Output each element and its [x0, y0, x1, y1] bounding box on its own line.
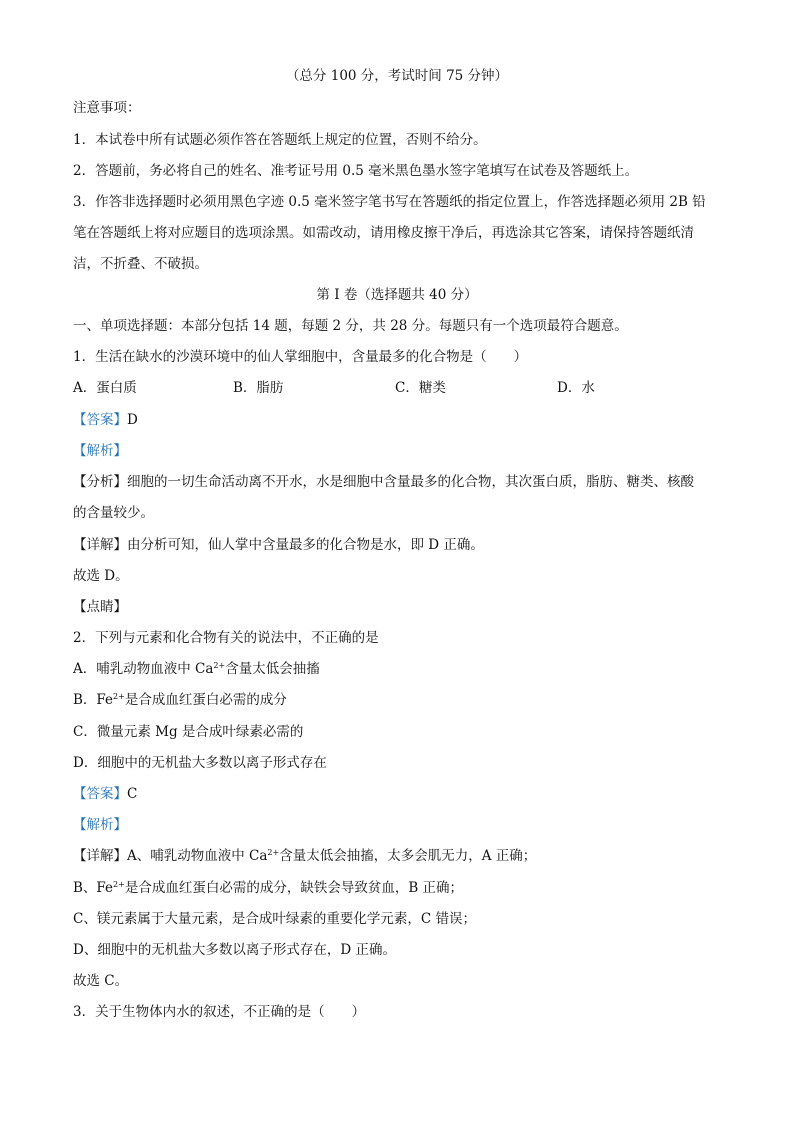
q1-choose: 故选 D。 [73, 568, 129, 584]
q2-stem: 2．下列与元素和化合物有关的说法中，不正确的是 [73, 630, 379, 646]
q1-fenxi-text: 细胞的一切生命活动离不开水，水是细胞中含量最多的化合物，其次蛋白质，脂肪、糖类、核酸 [127, 474, 694, 490]
q1-stem: 1．生活在缺水的沙漠环境中的仙人掌细胞中，含量最多的化合物是（ ） [73, 349, 528, 365]
q2-option-a-text: A．哺乳动物血液中 Ca [73, 661, 214, 677]
q2-option-a-tail: 含量太低会抽搐 [225, 661, 320, 677]
ion-charge: 2+ [113, 692, 125, 701]
q1-fenxi [73, 472, 694, 492]
q2-option-a [73, 659, 320, 679]
ion-charge: 2+ [113, 880, 125, 889]
q2-detail-a [73, 846, 536, 866]
q3-stem: 3．关于生物体内水的叙述，不正确的是（ ） [73, 1004, 366, 1020]
analysis-tag: 【解析】 [73, 443, 127, 459]
q1-detail-text: 由分析可知，仙人掌中含量最多的化合物是水，即 D 正确。 [127, 537, 484, 553]
q2-analysis-heading [73, 815, 127, 835]
q1-answer [73, 410, 138, 430]
analysis-tag: 【解析】 [73, 817, 127, 833]
answer-tag: 【答案】 [73, 786, 127, 802]
ion-charge: 2+ [267, 848, 280, 857]
ion-charge: 2+ [213, 661, 226, 670]
q1-fenxi-cont: 的含量较少。 [73, 505, 154, 521]
section-title: 第 I 卷（选择题共 40 分） [316, 287, 478, 303]
q2-option-b-tail: 是合成血红蛋白必需的成分 [124, 692, 287, 708]
notice-title: 注意事项： [73, 100, 141, 116]
q1-answer-value: D [127, 412, 138, 428]
q1-option-b: B．脂肪 [233, 380, 284, 396]
q2-detail-b-tail: 是合成血红蛋白必需的成分，缺铁会导致贫血，B 正确； [124, 880, 464, 896]
q2-detail-a-tail: 含量太低会抽搐，太多会肌无力，A 正确； [279, 848, 537, 864]
exam-score-time: （总分 100 分，考试时间 75 分钟） [285, 68, 509, 84]
q2-detail-b [73, 878, 463, 898]
q1-comment: 【点睛】 [73, 599, 127, 615]
q1-option-c: C．糖类 [395, 380, 446, 396]
q2-answer-value: C [127, 786, 138, 802]
q1-analysis-heading [73, 441, 127, 461]
notice-item-3: 3．作答非选择题时必须用黑色字迹 0.5 毫米签字笔书写在答题纸的指定位置上，作答选择题必须用 2B 铅 [73, 194, 706, 210]
detail-tag: 【详解】 [73, 848, 127, 864]
q2-option-b [73, 690, 287, 710]
answer-tag: 【答案】 [73, 412, 127, 428]
notice-item-3-end: 洁，不折叠、不破损。 [73, 256, 208, 272]
q2-detail-b-text: B、Fe [73, 880, 114, 896]
notice-item-2: 2．答题前，务必将自己的姓名、准考证号用 0.5 毫米黑色墨水签字笔填写在试卷及答题纸上。 [73, 163, 639, 179]
q1-detail [73, 535, 484, 555]
section-instructions: 一、单项选择题：本部分包括 14 题，每题 2 分，共 28 分。每题只有一个选项最符合题意。 [73, 318, 628, 334]
q2-option-d: D．细胞中的无机盐大多数以离子形式存在 [73, 755, 327, 771]
q2-option-c: C．微量元素 Mg 是合成叶绿素必需的 [73, 724, 304, 740]
q1-option-a: A．蛋白质 [73, 380, 137, 396]
fenxi-tag: 【分析】 [73, 474, 127, 490]
q2-detail-a-text: A、哺乳动物血液中 Ca [127, 848, 268, 864]
q2-detail-c: C、镁元素属于大量元素，是合成叶绿素的重要化学元素，C 错误； [73, 911, 476, 927]
q2-detail-d: D、细胞中的无机盐大多数以离子形式存在，D 正确。 [73, 942, 396, 958]
notice-item-1: 1．本试卷中所有试题必须作答在答题纸上规定的位置，否则不给分。 [73, 132, 487, 148]
notice-item-3-cont: 笔在答题纸上将对应题目的选项涂黑。如需改动，请用橡皮擦干净后，再选涂其它答案，请保持答题纸清 [73, 225, 694, 241]
q2-choose: 故选 C。 [73, 973, 129, 989]
detail-tag: 【详解】 [73, 537, 127, 553]
q2-answer [73, 784, 137, 804]
q2-option-b-text: B．Fe [73, 692, 114, 708]
q1-option-d: D．水 [557, 380, 595, 396]
